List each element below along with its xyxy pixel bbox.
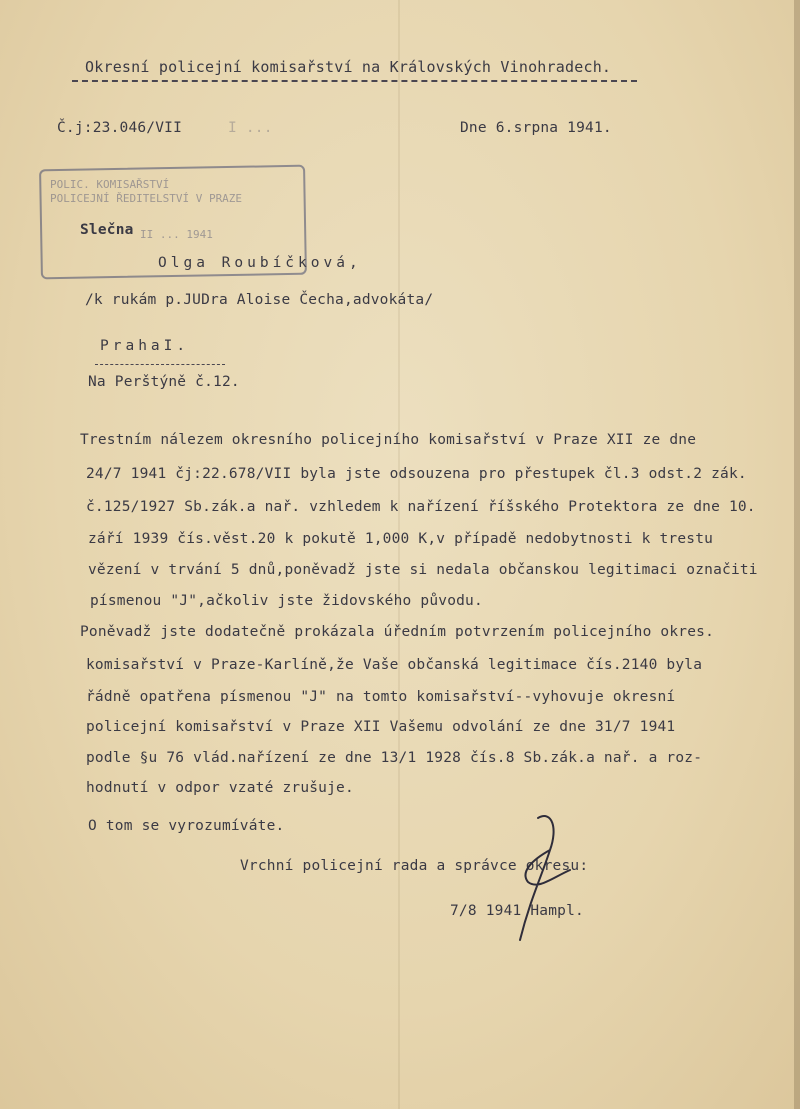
salutation: Slečna	[80, 222, 134, 238]
city-underline	[95, 364, 225, 365]
body-line: podle §u 76 vlád.nařízení ze dne 13/1 1928 čís.8 Sb.zák.a nař. a roz-	[86, 750, 703, 766]
addressee-name: Olga Roubíčková,	[158, 255, 362, 271]
body-line: 24/7 1941 čj:22.678/VII byla jste odsouzena pro přestupek čl.3 odst.2 zák.	[86, 466, 747, 482]
body-line: policejní komisařství v Praze XII Vašemu odvolání ze dne 31/7 1941	[86, 719, 676, 735]
care-of-line: /k rukám p.JUDra Aloise Čecha,advokáta/	[85, 292, 434, 308]
body-line: Trestním nálezem okresního policejního komisařství v Praze XII ze dne	[80, 432, 697, 448]
reference-number: Č.j:23.046/VII	[57, 120, 183, 136]
document-date: Dne 6.srpna 1941.	[460, 120, 612, 136]
faint-mark: I ...	[228, 120, 273, 136]
signoff: 7/8 1941 Hampl.	[450, 903, 584, 919]
body-line: řádně opatřena písmenou "J" na tomto komisařství--vyhovuje okresní	[86, 689, 676, 705]
body-line: vězení v trvání 5 dnů,poněvadž jste si nedala občanskou legitimaci označiti	[88, 562, 758, 578]
stamp-text: POLIC. KOMISAŘSTVÍ POLICEJNÍ ŘEDITELSTVÍ V PRAZE II ... 1941	[50, 178, 243, 241]
city-line: PrahaI.	[100, 338, 190, 354]
body-line: Poněvadž jste dodatečně prokázala úředním potvrzením policejního okres.	[80, 624, 715, 640]
body-line: září 1939 čís.věst.20 k pokutě 1,000 K,v případě nedobytnosti k trestu	[88, 531, 714, 547]
header-rule	[72, 80, 637, 82]
official-title: Vrchní policejní rada a správce okresu:	[240, 858, 589, 874]
body-line: č.125/1927 Sb.zák.a nař. vzhledem k nařízení říšského Protektora ze dne 10.	[86, 499, 756, 515]
body-line: komisařství v Praze-Karlíně,že Vaše občanská legitimace čís.2140 byla	[86, 657, 703, 673]
office-header: Okresní policejní komisařství na Královských Vinohradech.	[85, 58, 612, 76]
body-line: hodnutí v odpor vzaté zrušuje.	[86, 780, 354, 796]
body-line: písmenou "J",ačkoliv jste židovského původu.	[90, 593, 483, 609]
paper-edge	[794, 0, 800, 1109]
notification-line: O tom se vyrozumíváte.	[88, 818, 285, 834]
street-line: Na Perštýně č.12.	[88, 374, 240, 390]
paper-fold	[398, 0, 400, 1109]
handwritten-signature	[480, 800, 600, 950]
